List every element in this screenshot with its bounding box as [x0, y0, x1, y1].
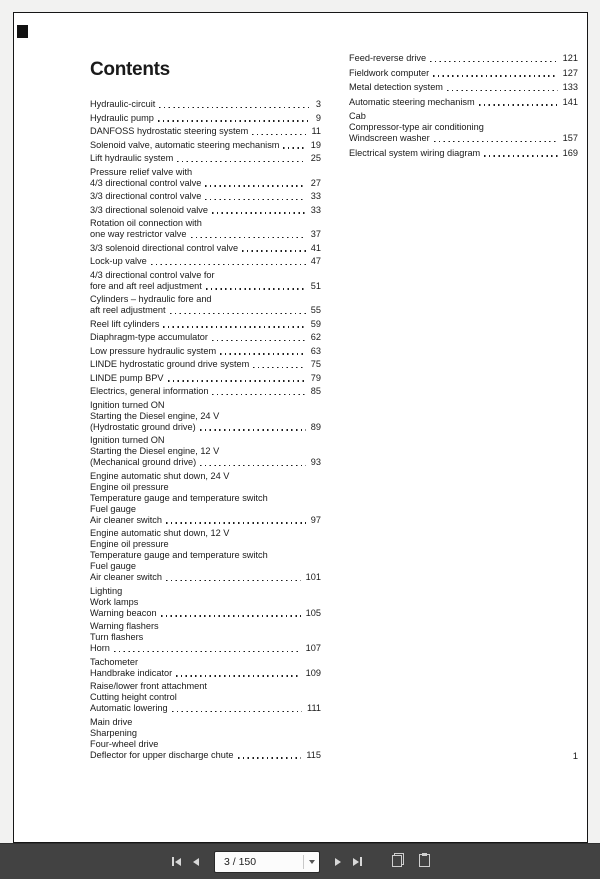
dotted-leader: [484, 155, 557, 156]
toc-entry: [90, 621, 321, 654]
copy-pages-icon: [390, 852, 406, 871]
toc-entry: [90, 153, 321, 164]
toc-page-number: 19: [310, 139, 321, 150]
toc-entry-label: Main drive: [90, 716, 133, 727]
toc-page-number: 89: [310, 421, 321, 432]
toc-page-number: 33: [310, 204, 321, 215]
toc-entry-line: [90, 305, 321, 316]
toc-entry-line: [90, 539, 321, 550]
clipboard-button[interactable]: [414, 850, 434, 873]
toc-entry-label: aft reel adjustment: [90, 305, 166, 315]
toc-page-number: 169: [562, 147, 578, 158]
dotted-leader: [433, 75, 557, 76]
toc-entry: [90, 167, 321, 189]
toc-page-number: 11: [311, 126, 321, 136]
toc-entry-line: [90, 229, 321, 240]
dotted-leader: [212, 394, 305, 395]
toc-page-number: 37: [310, 229, 321, 239]
toc-entry-line: [90, 373, 321, 384]
toc-entry-line: [90, 191, 321, 202]
toc-entry: [90, 191, 321, 202]
dotted-leader: [430, 61, 558, 62]
toc-entry: [90, 113, 321, 124]
toc-entry-line: [90, 113, 321, 124]
toc-entry-label: Reel lift cylinders: [90, 318, 160, 329]
toc-entry-line: [90, 681, 321, 692]
page-dropdown-button[interactable]: [303, 855, 319, 869]
toc-entry-line: [90, 528, 321, 539]
toc-entry-line: [90, 597, 321, 608]
dotted-leader: [191, 237, 306, 238]
toc-page-number: 93: [310, 457, 321, 467]
toc-entry-line: [90, 140, 321, 151]
toc-entry: [90, 218, 321, 240]
toc-page-number: 109: [305, 667, 321, 678]
toc-entry-line: [90, 739, 321, 750]
toc-entry-label: Handbrake indicator: [90, 667, 173, 678]
toc-page-number: 111: [307, 703, 321, 713]
toc-entry-label: Hydraulic pump: [90, 112, 154, 123]
previous-page-icon: [193, 858, 199, 866]
toc-entry-line: [90, 643, 321, 654]
toc-entry: [90, 205, 321, 216]
toc-entry-line: [90, 493, 321, 504]
toc-entry: [349, 97, 578, 108]
toc-entry: [90, 270, 321, 292]
first-page-icon: [172, 857, 174, 866]
next-page-icon: [335, 858, 341, 866]
toc-entry-label: Hydraulic-circuit: [90, 99, 156, 109]
toc-entry: [90, 346, 321, 357]
toc-entry-label: Starting the Diesel engine, 12 V: [90, 446, 220, 456]
toc-entry-line: [90, 256, 321, 267]
toc-entry-label: Cutting height control: [90, 692, 177, 702]
toc-page-number: 59: [310, 318, 321, 329]
toc-entry-line: [349, 111, 578, 122]
dotted-leader: [212, 340, 306, 341]
toc-page-number: 133: [562, 82, 578, 92]
toc-entry-label: Deflector for upper discharge chute: [90, 749, 234, 760]
dotted-leader: [205, 199, 305, 200]
toc-entry: [349, 82, 578, 93]
toc-page-number: 41: [310, 242, 321, 253]
toc-page-number: 62: [310, 332, 321, 342]
toc-entry: [90, 657, 321, 679]
copy-pages-button[interactable]: [388, 850, 408, 873]
toc-entry: [90, 717, 321, 761]
toc-entry-line: [90, 400, 321, 411]
dotted-leader: [163, 326, 305, 327]
toc-entry: [90, 386, 321, 397]
dotted-leader: [200, 465, 306, 466]
dotted-leader: [166, 522, 306, 523]
toc-entry-line: [90, 178, 321, 189]
dotted-leader: [447, 90, 558, 91]
toc-entry-line: [90, 126, 321, 137]
toc-entry-label: Cylinders – hydraulic fore and: [90, 294, 212, 304]
toc-entry-label: Sharpening: [90, 727, 137, 738]
toc-page-number: 105: [305, 607, 321, 618]
last-page-icon: [360, 857, 362, 866]
toc-entry: [90, 586, 321, 619]
toc-entry-line: [90, 332, 321, 343]
toc-entry-line: [90, 243, 321, 254]
dotted-leader: [479, 104, 558, 105]
toc-entry-label: Lighting: [90, 585, 123, 596]
toc-entry-label: (Mechanical ground drive): [90, 457, 197, 467]
dotted-leader: [253, 367, 305, 368]
toc-entry-label: Raise/lower front attachment: [90, 681, 207, 691]
toc-entry-line: [90, 294, 321, 305]
toc-entry-line: [349, 148, 578, 159]
toc-entry-label: 3/3 directional solenoid valve: [90, 204, 208, 215]
toc-entry: [90, 294, 321, 316]
toc-entry-label: Fuel gauge: [90, 561, 136, 571]
clipboard-icon: [416, 852, 432, 871]
toc-entry-line: [90, 586, 321, 597]
toc-entry: [90, 332, 321, 343]
toc-entry-line: [90, 561, 321, 572]
toc-entry-line: [90, 435, 321, 446]
toc-page-number: 79: [310, 372, 321, 383]
first-page-button[interactable]: [166, 853, 187, 870]
toc-page-number: 107: [305, 643, 321, 653]
toc-entry-line: [90, 632, 321, 643]
toc-entry: [90, 256, 321, 267]
toc-entry-line: [90, 471, 321, 482]
toc-entry-label: LINDE pump BPV: [90, 372, 164, 383]
footer-page-number: 1: [572, 751, 578, 762]
toc-entry: [90, 359, 321, 370]
page-title: Contents: [90, 59, 170, 80]
dotted-leader: [151, 264, 306, 265]
toc-entry-line: [90, 99, 321, 110]
toc-entry-label: Air cleaner switch: [90, 572, 162, 582]
toc-entry-label: Air cleaner switch: [90, 514, 162, 525]
toc-entry-label: Temperature gauge and temperature switch: [90, 550, 268, 560]
dotted-leader: [242, 250, 306, 251]
toc-entry-label: fore and aft reel adjustment: [90, 280, 202, 291]
toc-page-number: 3: [315, 99, 321, 109]
toc-entry-line: [349, 53, 578, 64]
toc-entry: [349, 68, 578, 79]
toc-entry-line: [90, 281, 321, 292]
toc-entry-line: [349, 133, 578, 144]
toc-entry-label: Electrics, general information: [90, 386, 209, 396]
toc-entry-label: Engine oil pressure: [90, 481, 169, 492]
toc-entry-line: [90, 550, 321, 561]
toc-page-number: 63: [310, 345, 321, 356]
toc-page-number: 9: [315, 112, 321, 123]
toc-entry-line: [90, 218, 321, 229]
dotted-leader: [434, 141, 558, 142]
toc-entry-line: [349, 122, 578, 133]
toc-entry-line: [90, 717, 321, 728]
toc-entry-label: Low pressure hydraulic system: [90, 345, 217, 356]
dotted-leader: [212, 212, 306, 213]
toc-entry-label: Feed-reverse drive: [349, 53, 427, 63]
toc-entry: [90, 528, 321, 583]
toc-entry-label: Four-wheel drive: [90, 738, 159, 749]
toc-entry-line: [349, 97, 578, 108]
toc-left-column: [90, 99, 321, 763]
toc-page-number: 97: [310, 514, 321, 525]
toc-entry-line: [90, 657, 321, 668]
toc-entry: [90, 681, 321, 714]
toc-entry-label: Automatic lowering: [90, 703, 168, 713]
toc-page-number: 157: [562, 133, 578, 143]
toc-entry-label: Warning flashers: [90, 621, 159, 631]
toc-page-number: 27: [310, 177, 321, 188]
toc-entry-line: [349, 82, 578, 93]
toc-entry-label: Fieldwork computer: [349, 67, 430, 78]
toc-entry-label: Windscreen washer: [349, 133, 430, 143]
toc-entry-line: [90, 668, 321, 679]
dotted-leader: [166, 580, 301, 581]
toc-entry: [90, 126, 321, 137]
toc-page-number: 55: [310, 305, 321, 315]
toc-entry-label: Warning beacon: [90, 607, 157, 618]
toc-entry-line: [90, 692, 321, 703]
toc-page-number: 75: [310, 359, 321, 369]
toc-entry-line: [90, 728, 321, 739]
toc-entry-label: Ignition turned ON: [90, 399, 165, 410]
page-number-input-group[interactable]: [214, 851, 320, 873]
toc-entry-line: [90, 446, 321, 457]
toc-entry: [90, 99, 321, 110]
dotted-leader: [238, 757, 302, 758]
toc-entry-label: Work lamps: [90, 596, 139, 607]
toc-entry: [90, 140, 321, 151]
document-page: [13, 12, 588, 843]
toc-page-number: 47: [310, 256, 321, 266]
toc-entry: [90, 373, 321, 384]
caret-down-icon: [309, 860, 315, 864]
dotted-leader: [172, 711, 302, 712]
toc-entry-line: [90, 457, 321, 468]
toc-page-number: 127: [562, 67, 578, 78]
dotted-leader: [168, 380, 306, 381]
viewer-toolbar: [0, 843, 600, 879]
toc-entry-line: [90, 270, 321, 281]
toc-entry-label: Turn flashers: [90, 632, 144, 642]
toc-entry-label: Lock-up valve: [90, 256, 147, 266]
toc-entry: [349, 111, 578, 144]
dotted-leader: [200, 429, 306, 430]
dotted-leader: [177, 161, 306, 162]
toc-entry-line: [90, 608, 321, 619]
toc-entry-label: 3/3 directional control valve: [90, 191, 202, 201]
dotted-leader: [283, 147, 305, 148]
toc-entry-label: Automatic steering mechanism: [349, 96, 475, 107]
dotted-leader: [159, 107, 311, 108]
toc-entry-line: [90, 703, 321, 714]
dotted-leader: [205, 185, 305, 186]
toc-entry-label: Engine automatic shut down, 24 V: [90, 470, 230, 481]
dotted-leader: [220, 353, 306, 354]
toc-entry: [349, 53, 578, 64]
toc-entry-line: [90, 515, 321, 526]
toc-entry-label: Diaphragm-type accumulator: [90, 332, 208, 342]
toc-entry-line: [90, 346, 321, 357]
dotted-leader: [170, 313, 306, 314]
toc-entry-label: 3/3 solenoid directional control valve: [90, 242, 239, 253]
toc-entry-label: Starting the Diesel engine, 24 V: [90, 410, 220, 421]
toc-entry: [90, 400, 321, 433]
toc-entry-line: [90, 422, 321, 433]
toc-entry-label: Tachometer: [90, 656, 138, 667]
toc-entry: [90, 435, 321, 468]
toc-entry: [90, 471, 321, 526]
toc-entry-line: [90, 205, 321, 216]
toc-page-number: 121: [562, 53, 578, 63]
toc-entry-line: [90, 750, 321, 761]
next-page-button[interactable]: [329, 854, 347, 870]
toc-entry-line: [90, 621, 321, 632]
toc-page-number: 101: [305, 572, 321, 582]
toc-entry-label: Metal detection system: [349, 82, 443, 92]
toc-entry-label: Electrical system wiring diagram: [349, 147, 481, 158]
toc-entry-label: Engine oil pressure: [90, 539, 169, 549]
toc-right-column: [349, 53, 578, 162]
dotted-leader: [114, 651, 301, 652]
toc-entry-line: [90, 153, 321, 164]
toc-entry-label: Solenoid valve, automatic steering mechanism: [90, 139, 280, 150]
toc-entry-label: Pressure relief valve with: [90, 166, 193, 177]
toc-entry-label: DANFOSS hydrostatic steering system: [90, 126, 249, 136]
toc-page-number: 141: [562, 96, 578, 107]
registration-mark: [17, 25, 28, 38]
toc-entry-label: Horn: [90, 643, 110, 653]
toc-entry-line: [90, 572, 321, 583]
toc-entry-line: [90, 411, 321, 422]
toc-page-number: 51: [310, 280, 321, 291]
dotted-leader: [161, 615, 301, 616]
last-page-button[interactable]: [347, 853, 368, 870]
toc-page-number: 115: [306, 749, 321, 760]
toc-entry-label: 4/3 directional control valve for: [90, 269, 215, 280]
dotted-leader: [176, 675, 300, 676]
toc-entry-label: one way restrictor valve: [90, 229, 187, 239]
toolbar-tools-group: [388, 850, 434, 873]
toc-entry-label: (Hydrostatic ground drive): [90, 421, 196, 432]
toc-entry-label: Ignition turned ON: [90, 435, 165, 445]
previous-page-button[interactable]: [187, 854, 205, 870]
toc-entry: [90, 319, 321, 330]
toc-entry-line: [90, 167, 321, 178]
toc-entry-label: LINDE hydrostatic ground drive system: [90, 359, 250, 369]
toc-entry-line: [90, 359, 321, 370]
toc-entry-line: [90, 504, 321, 515]
toc-entry-line: [349, 68, 578, 79]
toc-page-number: 85: [310, 386, 321, 396]
toc-page-number: 33: [310, 191, 321, 201]
toc-page-number: 25: [310, 153, 321, 163]
dotted-leader: [252, 134, 306, 135]
toc-entry-label: Compressor-type air conditioning: [349, 122, 484, 132]
dotted-leader: [206, 288, 306, 289]
toc-entry-line: [90, 386, 321, 397]
toc-entry-label: Lift hydraulic system: [90, 153, 174, 163]
toc-entry-label: Temperature gauge and temperature switch: [90, 492, 268, 503]
toc-entry-label: Fuel gauge: [90, 503, 136, 514]
toc-entry-label: Cab: [349, 111, 366, 121]
toc-entry-label: 4/3 directional control valve: [90, 177, 202, 188]
toolbar-navigation-group: [166, 850, 434, 873]
page-number-input[interactable]: 3 / 150: [224, 855, 257, 868]
toc-entry: [90, 243, 321, 254]
toc-entry-line: [90, 319, 321, 330]
toc-entry: [349, 148, 578, 159]
dotted-leader: [158, 120, 311, 121]
toc-entry-label: Engine automatic shut down, 12 V: [90, 528, 230, 538]
toc-entry-label: Rotation oil connection with: [90, 218, 202, 228]
toc-entry-line: [90, 482, 321, 493]
